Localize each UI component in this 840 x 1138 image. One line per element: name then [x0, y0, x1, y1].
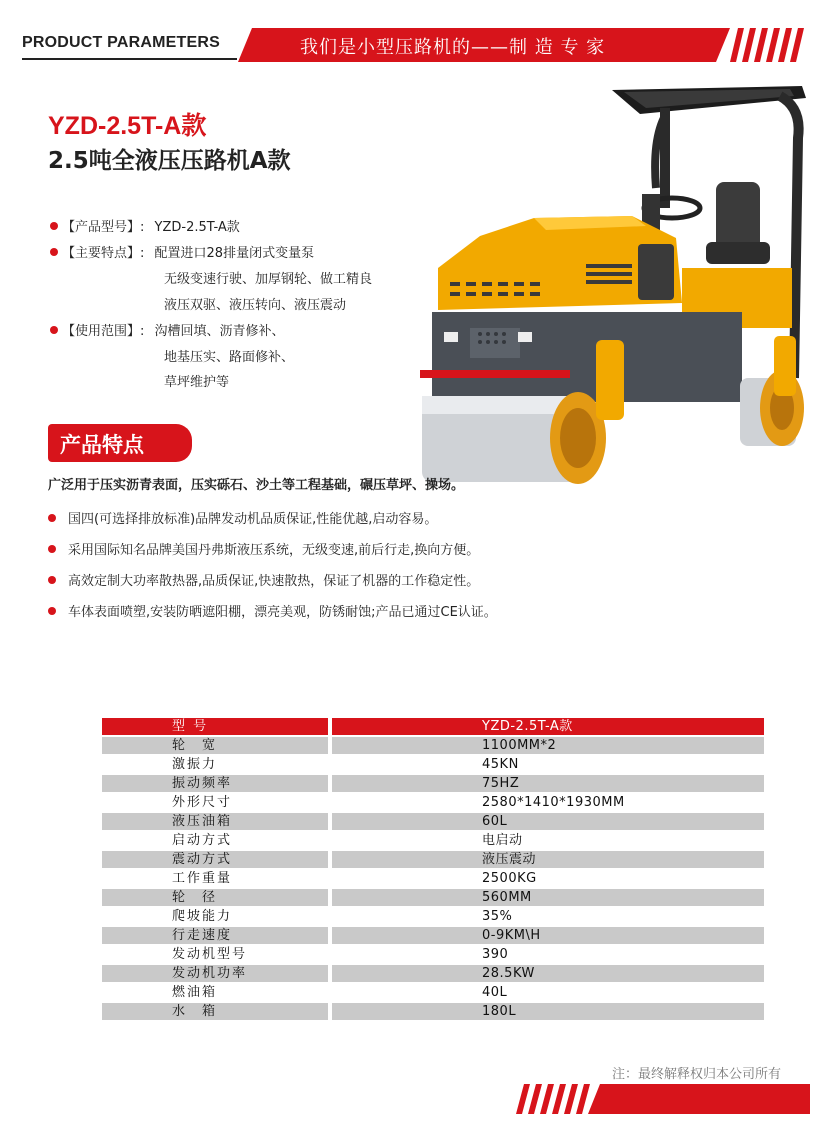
table-row	[102, 737, 764, 754]
param-value: 电启动	[332, 832, 764, 849]
param-value: 0-9KM\H	[332, 927, 764, 944]
parameters-table	[102, 716, 764, 1022]
param-key: 发动机功率	[102, 965, 328, 982]
feature-text: 高效定制大功率散热器,品质保证,快速散热，保证了机器的工作稳定性。	[68, 574, 480, 589]
param-key: 激振力	[102, 756, 328, 773]
table-row	[102, 1003, 764, 1020]
param-value: 75HZ	[332, 775, 764, 792]
param-key: 启动方式	[102, 832, 328, 849]
table-row	[102, 851, 764, 868]
spec-value: YZD-2.5T-A款	[154, 220, 240, 235]
feature-item	[48, 570, 479, 589]
param-value: 45KN	[332, 756, 764, 773]
feature-text: 车体表面喷塑,安装防晒遮阳棚，漂亮美观，防锈耐蚀;产品已通过CE认证。	[68, 605, 497, 620]
spec-value: 沟槽回填、沥青修补、	[154, 324, 285, 339]
param-value: 60L	[332, 813, 764, 830]
param-value: 180L	[332, 1003, 764, 1020]
feature-text: 国四(可选择排放标准)品牌发动机品质保证,性能优越,启动容易。	[68, 512, 438, 527]
spec-value: 地基压实、路面修补、	[164, 350, 295, 365]
bullet-dot	[48, 576, 56, 584]
param-value: 560MM	[332, 889, 764, 906]
param-key: 发动机型号	[102, 946, 328, 963]
param-key: 工作重量	[102, 870, 328, 887]
table-row	[102, 870, 764, 887]
param-key: 轮 宽	[102, 737, 328, 754]
table-row	[102, 756, 764, 773]
features-badge-label: 产品特点	[60, 433, 144, 457]
bullet-dot	[48, 607, 56, 615]
spec-item-model	[50, 216, 240, 235]
bullet-dot	[50, 248, 58, 256]
features-summary: 广泛用于压实沥青表面，压实砾石、沙土等工程基础，碾压草坪、操场。	[48, 478, 465, 493]
product-name-subtitle: 2.5吨全液压压路机A款	[48, 148, 291, 174]
bullet-dot	[48, 514, 56, 522]
table-row	[102, 889, 764, 906]
table-row	[102, 832, 764, 849]
spec-value: 配置进口28排量闭式变量泵	[154, 246, 315, 261]
product-model-title: YZD-2.5T-A款	[48, 112, 207, 140]
header-stripes-decoration	[728, 28, 812, 62]
spec-label: 【主要特点】:	[62, 246, 145, 261]
param-key: 水 箱	[102, 1003, 328, 1020]
spec-label: 【使用范围】:	[62, 324, 145, 339]
feature-item	[48, 508, 437, 527]
param-key: 轮 径	[102, 889, 328, 906]
param-key: 震动方式	[102, 851, 328, 868]
table-header-value: YZD-2.5T-A款	[332, 718, 764, 735]
bullet-dot	[50, 326, 58, 334]
param-value: 28.5KW	[332, 965, 764, 982]
spec-value: 液压双驱、液压转向、液压震动	[164, 298, 347, 313]
header-underline	[22, 58, 237, 60]
bullet-dot	[48, 545, 56, 553]
table-row	[102, 946, 764, 963]
param-key: 外形尺寸	[102, 794, 328, 811]
param-value: 1100MM*2	[332, 737, 764, 754]
spec-item-features	[50, 242, 314, 261]
param-value: 390	[332, 946, 764, 963]
param-key: 燃油箱	[102, 984, 328, 1001]
param-value: 2580*1410*1930MM	[332, 794, 764, 811]
param-value: 2500KG	[332, 870, 764, 887]
header-english-title: PRODUCT PARAMETERS	[22, 34, 220, 51]
table-row	[102, 794, 764, 811]
spec-value: 草坪维护等	[164, 375, 230, 390]
param-value: 液压震动	[332, 851, 764, 868]
feature-item	[48, 539, 479, 558]
param-key: 行走速度	[102, 927, 328, 944]
spec-label: 【产品型号】:	[62, 220, 145, 235]
param-value: 35%	[332, 908, 764, 925]
table-header-row	[102, 718, 764, 735]
param-key: 液压油箱	[102, 813, 328, 830]
road-roller-image	[410, 78, 830, 498]
param-value: 40L	[332, 984, 764, 1001]
footer-red-band	[588, 1084, 810, 1114]
table-row	[102, 813, 764, 830]
table-row	[102, 908, 764, 925]
table-row	[102, 775, 764, 792]
table-row	[102, 984, 764, 1001]
feature-item	[48, 601, 497, 620]
spec-value: 无级变速行驶、加厚钢轮、做工精良	[164, 272, 373, 287]
table-row	[102, 927, 764, 944]
bullet-dot	[50, 222, 58, 230]
param-key: 振动频率	[102, 775, 328, 792]
header-slogan: 我们是小型压路机的——制 造 专 家	[300, 37, 606, 58]
table-row	[102, 965, 764, 982]
footer-note: 注：最终解释权归本公司所有	[612, 1067, 782, 1082]
param-key: 爬坡能力	[102, 908, 328, 925]
feature-text: 采用国际知名品牌美国丹弗斯液压系统，无级变速,前后行走,换向方便。	[68, 543, 480, 558]
table-header-key: 型 号	[102, 718, 328, 735]
spec-item-usage	[50, 320, 285, 339]
